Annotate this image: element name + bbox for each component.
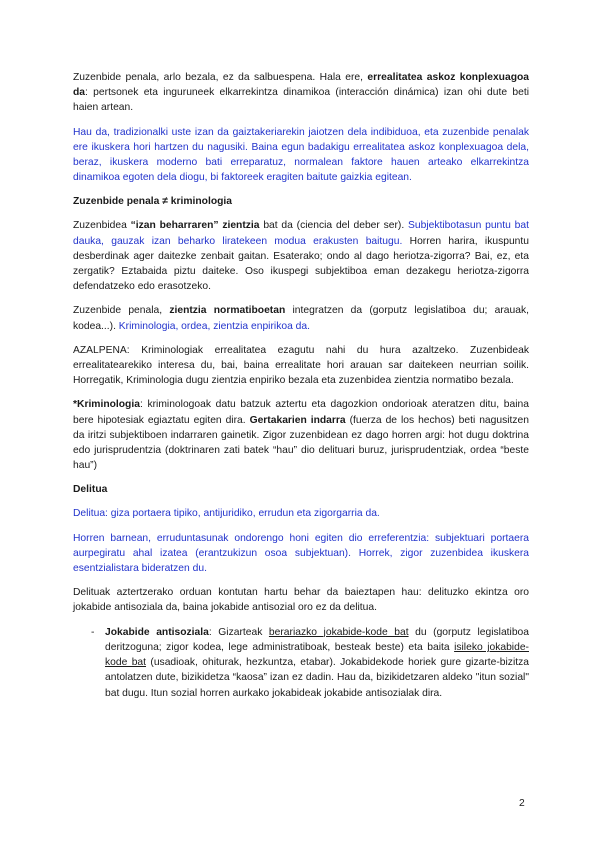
section-heading-delitua: Delitua [73,484,108,496]
paragraph-delitua-definition: Delitua: giza portaera tipiko, antijuridiko, errudun eta zigorgarria da. [73,508,380,520]
paragraph-erruduntasuna: Horren barnean, erruduntasunak ondorengo honi egiten dio erreferentzia: subjektuari portaera aurpegiratu ahal izatea (erantzukizun osoa subjektuan). Horrek, zigor zuzenbidea ikuskera esentzialistara bideratzen du. [73,532,529,575]
paragraph-azalpena: AZALPENA: Kriminologiak errealitatea ezagutu nahi du hura azaltzeko. Zuzenbideak errealitatearekiko interesa du, bai, baina errealitate hori arauan sar daitekeen neurrian soilik. Horregatik, Kriminologia dugu zientzia enpiriko bezala eta zuzenbidea zientzia normatibo bezala. [73,344,529,387]
document-page [73,70,529,710]
paragraph-delituak-aztertzean: Delituak aztertzerako orduan kontutan hartu behar da baieztapen hau: delituzko ekintza oro jokabide antisoziala da, baina jokabide antisozial oro ez da delitua. [73,587,529,614]
list-item-text: Jokabide antisoziala: Gizarteak berariazko jokabide-kode bat du (gorputz legislatiboa deritzoguna; zigor kodea, lege administratiboak, besteak beste) eta baita isileko jokabide-kode bat (usadioak, ohiturak, hezkuntza, etabar). Jokabidekode horiek gure gizarte-bizitza antolatzen dute, bizikidetza “kaosa” izan ez dadin. Hau da, bizikidetzaren aldeko "itun sozial" bat dugu. Itun sozial horren aurkako jokabideak jokabide antisozialak dira. [105,626,529,699]
paragraph-blue-explanation: Hau da, tradizionalki uste izan da gaiztakeriarekin jaiotzen dela indibiduoa, eta zuzenbide penalak ere ikuskera hori hartzen du nagusiki. Baina egun badakigu errealitatea askoz konplexuagoa dela, beraz, ikuskera moderno bati erreparatuz, normalean faktore hauen arteako elkarrekintza dinamikoa egoten dela diogu, bi faktoreek eragiten baitute gaizkia egitean. [73,126,529,184]
list-dash: - [91,626,95,638]
paragraph-intro: Zuzenbide penala, arlo bezala, ez da salbuespena. Hala ere, errealitatea askoz konplexuagoa da: pertsonek eta inguruneek elkarrekintza dinamikoa (interacción dinámica) izan ohi dute beti haien artean. [73,72,530,114]
paragraph-normatiboa: Zuzenbide penala, zientzia normatiboetan integratzen da (gorputz legislatiboa du; arauak, kodea...). Kriminologia, ordea, zientzia enpirikoa da. [73,305,529,332]
paragraph-kriminologia-note: *Kriminologia: kriminologoak datu batzuk aztertu eta dagozkion ondorioak ateratzen ditu, baina bere hipotesiak egiaztatu egiten dira. Gertakarien indarra (fuerza de los hechos) beti nagusitzen da iritzi subjektiboen indarraren gainetik. Zigor zuzenbidean ez dago horren argi: hot dugu doktrina edo jurisprudentzia (doktrinaren zati batek “hau” dio delituari buruz, jurisprudentziak, ordea “beste hau”) [73,399,529,472]
bullet-list [73,625,529,710]
paragraph-zuzenbidea: Zuzenbidea “izan beharraren” zientzia bat da (ciencia del deber ser). Subjektibotasun puntu bat dauka, gauzak izan beharko liratekeen modua erakusten baitugu. Horren harira, ikuspuntu desberdinak ager daitezke zenbait gaitan. Esaterako; ondo al dago heriotza-zigorra? Bai, ez, eta zergatik? Eztabaida piztu daiteke. Oso ikuspegi subjektiboa eman dezakegu heriotza-zigorra defendatzeko edo erasotzeko. [73,220,529,293]
list-item [73,625,529,710]
bold-term: errealitatea askoz konplexuagoa da [73,72,530,99]
page-number: 2 [519,798,525,809]
section-heading-zuzenbide-kriminologia: Zuzenbide penala ≠ kriminologia [73,196,232,208]
